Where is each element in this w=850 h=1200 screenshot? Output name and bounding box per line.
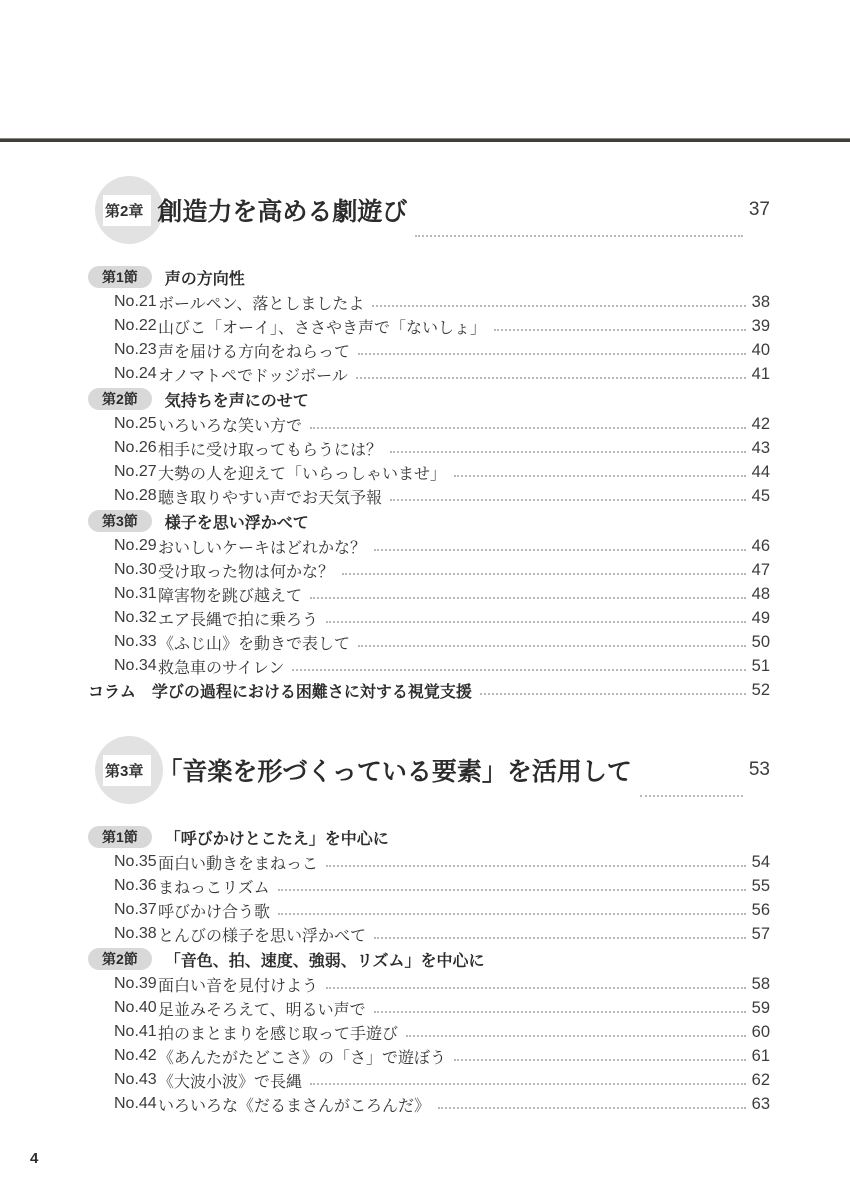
dotted-leader [310,597,746,599]
entry-title: 聴き取りやすい声でお天気予報 [158,489,383,507]
toc-entry [114,1020,770,1044]
entry-title: 面白い動きをまねっこ [158,855,319,873]
toc-entry [114,654,770,678]
toc-entry [114,996,770,1020]
entry-number: No.35 [114,853,157,870]
entry-page-number: 40 [751,340,770,359]
entry-title: 足並みそろえて、明るい声で [158,1001,366,1019]
dotted-leader [494,329,746,331]
toc-entry [114,314,770,338]
section-badge: 第1節 [88,266,152,288]
chapter-heading [95,736,770,804]
entry-number: No.28 [114,487,157,504]
entry-title: 《ふじ山》を動きで表して [158,635,351,653]
entry-page-number: 61 [751,1046,770,1065]
entry-number: No.32 [114,609,157,626]
footer-page-number: 4 [30,1150,39,1167]
section-heading [88,824,850,850]
entry-title: 《大波小波》で長縄 [158,1073,303,1091]
section-heading [88,946,850,972]
toc-entry [114,606,770,630]
entry-page-number: 55 [751,876,770,895]
toc-entry [114,484,770,508]
entry-number: No.31 [114,585,157,602]
toc-entry [114,460,770,484]
entry-page-number: 42 [751,414,770,433]
toc-entry [114,412,770,436]
entry-number: No.25 [114,415,157,432]
column-entry [88,678,770,702]
entry-number: No.36 [114,877,157,894]
dotted-leader [390,499,746,501]
dotted-leader [310,427,746,429]
toc-content [0,141,850,1116]
entry-title: 受け取った物は何かな？ [158,563,335,581]
entry-title: 拍のまとまりを感じ取って手遊び [158,1025,399,1043]
entry-title: 面白い音を見付けよう [158,977,319,995]
dotted-leader [278,889,746,891]
dotted-leader [358,645,746,647]
entry-page-number: 47 [751,560,770,579]
dotted-leader [326,865,746,867]
entry-page-number: 44 [751,462,770,481]
chapter-page-number: 53 [748,759,770,780]
entry-title: 呼びかけ合う歌 [158,903,271,921]
entry-number: No.30 [114,561,157,578]
dotted-leader [278,913,746,915]
entry-number: No.33 [114,633,157,650]
entry-number: No.43 [114,1071,157,1088]
dotted-leader [438,1107,746,1109]
entry-page-number: 46 [751,536,770,555]
dotted-leader [358,353,746,355]
entry-title: オノマトペでドッジボール [158,367,348,385]
dotted-leader [415,235,743,237]
entry-page-number: 41 [751,364,770,383]
entry-title: ボールペン、落としましたよ [158,295,365,313]
toc-entry [114,1068,770,1092]
chapter-title: 「音楽を形づくっている要素」を活用して [157,758,632,786]
section-badge: 第2節 [88,388,152,410]
entry-page-number: 59 [751,998,770,1017]
section-heading [88,386,850,412]
entry-number: No.23 [114,341,157,358]
entry-page-number: 60 [751,1022,770,1041]
dotted-leader [374,937,746,939]
entry-number: No.29 [114,537,157,554]
toc-entry [114,582,770,606]
dotted-leader [640,795,743,797]
dotted-leader [454,475,746,477]
toc-entry [114,558,770,582]
entry-number: No.37 [114,901,157,918]
entry-number: No.41 [114,1023,157,1040]
entry-number: No.39 [114,975,157,992]
entry-page-number: 43 [751,438,770,457]
section-title: 声の方向性 [164,270,245,288]
toc-entry [114,362,770,386]
entry-number: No.34 [114,657,157,674]
section-title: 気持ちを声にのせて [164,392,309,410]
dotted-leader [406,1035,746,1037]
toc-entry [114,850,770,874]
entry-title: いろいろな《だるまさんがころんだ》 [158,1097,431,1115]
entry-page-number: 39 [751,316,770,335]
entry-number: No.42 [114,1047,157,1064]
section-heading [88,264,850,290]
toc-entry [114,1092,770,1116]
section-badge: 第3節 [88,510,152,532]
dotted-leader [356,377,746,379]
chapter-title: 創造力を高める劇遊び [157,198,408,226]
entry-number: No.24 [114,365,157,382]
dotted-leader [480,693,746,695]
entry-page-number: 45 [751,486,770,505]
entry-page-number: 48 [751,584,770,603]
chapter-label: 第2章 [103,195,151,226]
entry-title: 声を届ける方向をねらって [158,343,351,361]
entry-number: No.38 [114,925,157,942]
entry-number: No.22 [114,317,157,334]
section-badge: 第1節 [88,826,152,848]
chapter-page-number: 37 [748,199,770,220]
entry-page-number: 58 [751,974,770,993]
entry-page-number: 54 [751,852,770,871]
entry-number: No.40 [114,999,157,1016]
entry-title: とんびの様子を思い浮かべて [158,927,367,945]
dotted-leader [292,669,745,671]
entry-title: おいしいケーキはどれかな？ [158,539,367,557]
dotted-leader [390,451,746,453]
entry-number: No.27 [114,463,157,480]
toc-entry [114,338,770,362]
column-label: コラム [88,683,136,701]
toc-entry [114,630,770,654]
section-heading [88,508,850,534]
dotted-leader [374,1011,746,1013]
entry-page-number: 52 [751,680,770,699]
entry-number: No.21 [114,293,157,310]
entry-page-number: 62 [751,1070,770,1089]
entry-page-number: 57 [751,924,770,943]
section-title: 様子を思い浮かべて [164,514,309,532]
entry-title: 相手に受け取ってもらうには？ [158,441,383,459]
chapter-heading [95,176,770,244]
entry-title: 救急車のサイレン [158,659,285,677]
entry-page-number: 49 [751,608,770,627]
toc-entry [114,290,770,314]
entry-title: エア長縄で拍に乗ろう [158,611,319,629]
dotted-leader [342,573,746,575]
toc-entry [114,922,770,946]
entry-page-number: 50 [751,632,770,651]
entry-page-number: 38 [751,292,770,311]
entry-page-number: 63 [751,1094,770,1113]
dotted-leader [372,305,745,307]
toc-entry [114,534,770,558]
entry-page-number: 51 [751,656,770,675]
entry-number: No.44 [114,1095,157,1112]
section-title: 「音色、拍、速度、強弱、リズム」を中心に [164,952,485,970]
entry-title: 山びこ「オーイ」、ささやき声で「ないしょ」 [158,319,487,337]
section-title: 「呼びかけとこたえ」を中心に [164,830,389,848]
toc-entry [114,898,770,922]
toc-entry [114,436,770,460]
toc-entry [114,874,770,898]
entry-number: No.26 [114,439,157,456]
dotted-leader [310,1083,746,1085]
entry-title: 《あんたがたどこさ》の「さ」で遊ぼう [158,1049,447,1067]
dotted-leader [454,1059,746,1061]
entry-title: 大勢の人を迎えて「いらっしゃいませ」 [158,465,447,483]
toc-entry [114,972,770,996]
dotted-leader [374,549,746,551]
column-title: 学びの過程における困難さに対する視覚支援 [151,683,472,701]
dotted-leader [326,621,746,623]
entry-title: まねっこリズム [158,879,270,897]
dotted-leader [326,987,746,989]
entry-title: いろいろな笑い方で [158,417,303,435]
toc-entry [114,1044,770,1068]
section-badge: 第2節 [88,948,152,970]
chapter-label: 第3章 [103,755,151,786]
entry-title: 障害物を跳び越えて [158,587,303,605]
entry-page-number: 56 [751,900,770,919]
